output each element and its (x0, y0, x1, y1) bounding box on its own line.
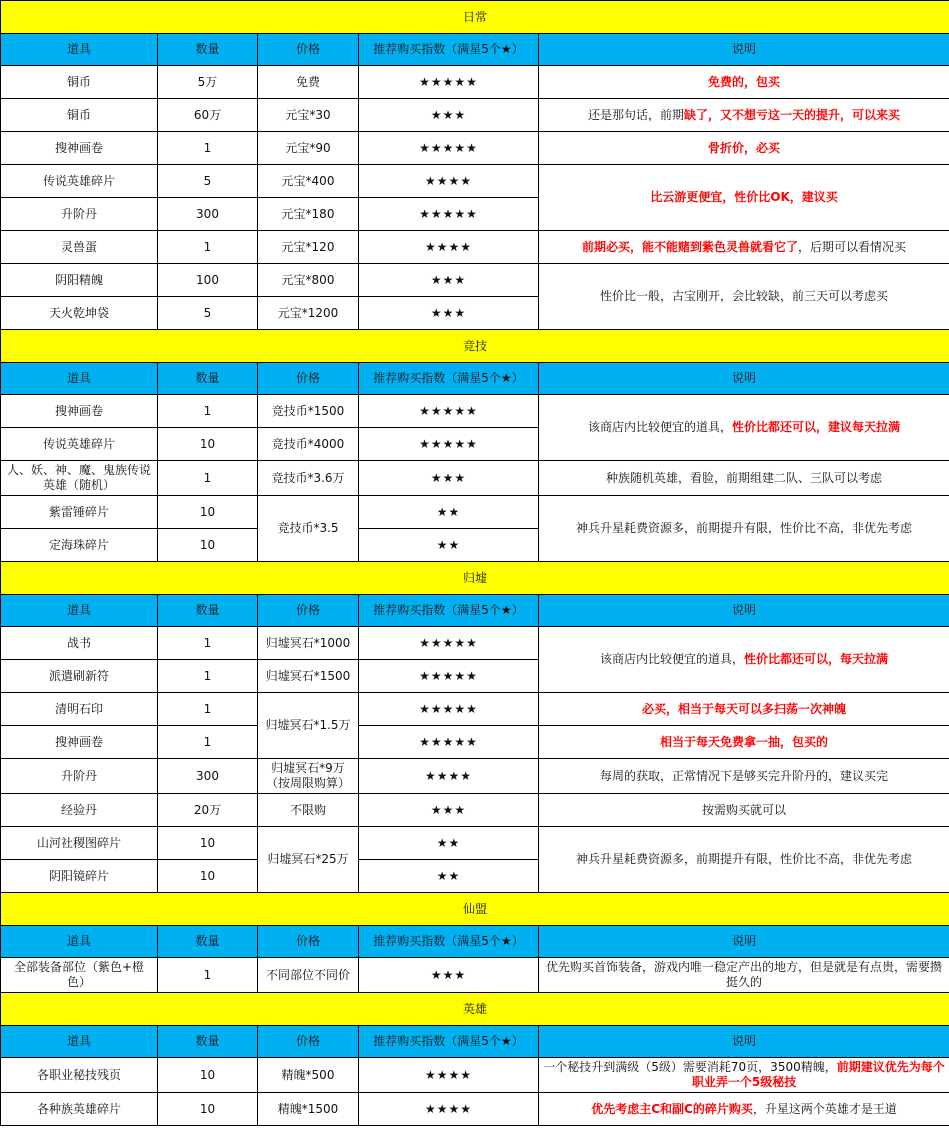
cell-item: 阴阳镜碎片 (1, 860, 158, 893)
cell-item: 定海珠碎片 (1, 529, 158, 562)
note-highlight: 缺了，又不想亏这一天的提升，可以来买 (684, 107, 901, 122)
col-header-qty: 数量 (158, 926, 258, 958)
cell-rating: ★★★★ (359, 231, 539, 264)
cell-rating: ★★★★★ (359, 726, 539, 759)
note-highlight: 前期建议优先为每个职业弄一个5级秘技 (691, 1060, 945, 1089)
note-highlight: 前期必买，能不能赌到紫色灵兽就看它了 (582, 239, 799, 254)
cell-item: 搜神画卷 (1, 132, 158, 165)
cell-qty: 1 (158, 726, 258, 759)
col-header-rating: 推荐购买指数（满星5个★） (359, 1026, 539, 1058)
section-title-ruins: 归墟 (1, 562, 949, 595)
cell-price: 元宝*120 (258, 231, 359, 264)
table-row (1, 395, 949, 428)
cell-item: 铜币 (1, 99, 158, 132)
cell-item: 传说英雄碎片 (1, 165, 158, 198)
table-row (1, 99, 949, 132)
col-header-note: 说明 (539, 926, 949, 958)
section-row-ruins (1, 562, 949, 595)
col-header-price: 价格 (258, 1026, 359, 1058)
table-row (1, 1058, 949, 1093)
col-header-item: 道具 (1, 363, 158, 395)
note-text: ，升星这两个英雄才是王道 (752, 1101, 897, 1116)
cell-rating: ★★★★★ (359, 132, 539, 165)
cell-item: 天火乾坤袋 (1, 297, 158, 330)
section-row-hero (1, 993, 949, 1026)
cell-item: 灵兽蛋 (1, 231, 158, 264)
note-highlight: 骨折价，必买 (708, 140, 781, 155)
cell-price: 元宝*1200 (258, 297, 359, 330)
cell-item: 阴阳精魄 (1, 264, 158, 297)
note-text: 一个秘技升到满级（5级）需要消耗70页，3500精魄， (543, 1060, 837, 1074)
section-title-alliance: 仙盟 (1, 893, 949, 926)
cell-rating: ★★★★★ (359, 660, 539, 693)
section-title-hero: 英雄 (1, 993, 949, 1026)
cell-qty: 10 (158, 496, 258, 529)
cell-item: 派遣刷新符 (1, 660, 158, 693)
col-header-rating: 推荐购买指数（满星5个★） (359, 595, 539, 627)
note-highlight: 性价比都还可以，每天拉满 (744, 652, 889, 666)
cell-price: 不同部位不同价 (258, 958, 359, 993)
cell-qty: 300 (158, 198, 258, 231)
cell-rating: ★★★★★ (359, 428, 539, 461)
cell-item: 搜神画卷 (1, 726, 158, 759)
cell-price: 元宝*400 (258, 165, 359, 198)
header-row (1, 595, 949, 627)
col-header-qty: 数量 (158, 595, 258, 627)
col-header-price: 价格 (258, 926, 359, 958)
note-highlight: 性价比都还可以，建议每天拉满 (732, 420, 901, 434)
col-header-note: 说明 (539, 595, 949, 627)
cell-price: 归墟冥石*25万 (258, 827, 359, 893)
note-text: 该商店内比较便宜的道具， (600, 652, 745, 666)
note-text: 该商店内比较便宜的道具， (588, 420, 733, 434)
cell-price: 元宝*30 (258, 99, 359, 132)
cell-item: 各职业秘技残页 (1, 1058, 158, 1093)
col-header-note: 说明 (539, 34, 949, 66)
table-row (1, 958, 949, 993)
cell-rating: ★★★★ (359, 1058, 539, 1093)
cell-item: 升阶丹 (1, 198, 158, 231)
table-row (1, 132, 949, 165)
section-row-alliance (1, 893, 949, 926)
cell-rating: ★★★ (359, 461, 539, 496)
col-header-item: 道具 (1, 34, 158, 66)
cell-qty: 10 (158, 1058, 258, 1093)
cell-price: 归墟冥石*1000 (258, 627, 359, 660)
table-row (1, 496, 949, 529)
table-row (1, 1093, 949, 1126)
cell-item: 紫雷锤碎片 (1, 496, 158, 529)
cell-qty: 1 (158, 627, 258, 660)
cell-rating: ★★★★★ (359, 693, 539, 726)
cell-qty: 100 (158, 264, 258, 297)
table-row (1, 231, 949, 264)
cell-rating: ★★★★ (359, 759, 539, 794)
cell-note: 神兵升星耗费资源多，前期提升有限，性价比不高，非优先考虑 (539, 827, 949, 893)
col-header-price: 价格 (258, 595, 359, 627)
cell-note (539, 627, 949, 693)
note-highlight: 优先考虑主C和副C的碎片购买 (591, 1101, 753, 1116)
section-row-arena (1, 330, 949, 363)
cell-rating: ★★★ (359, 297, 539, 330)
table-row (1, 627, 949, 660)
table-row (1, 461, 949, 496)
table-row (1, 794, 949, 827)
col-header-rating: 推荐购买指数（满星5个★） (359, 926, 539, 958)
col-header-note: 说明 (539, 363, 949, 395)
cell-note (539, 231, 949, 264)
table-row (1, 827, 949, 860)
cell-rating: ★★★★★ (359, 198, 539, 231)
cell-qty: 1 (158, 461, 258, 496)
cell-rating: ★★★★★ (359, 395, 539, 428)
cell-rating: ★★ (359, 529, 539, 562)
section-row-daily (1, 1, 949, 34)
cell-qty: 10 (158, 860, 258, 893)
note-highlight: 必买，相当于每天可以多扫荡一次神魄 (642, 701, 847, 716)
header-row (1, 363, 949, 395)
cell-rating: ★★★★★ (359, 66, 539, 99)
cell-rating: ★★★ (359, 958, 539, 993)
col-header-item: 道具 (1, 1026, 158, 1058)
cell-note: 按需购买就可以 (539, 794, 949, 827)
cell-rating: ★★★ (359, 264, 539, 297)
cell-note: 每周的获取，正常情况下是够买完升阶丹的，建议买完 (539, 759, 949, 794)
cell-price: 精魄*1500 (258, 1093, 359, 1126)
table-row (1, 66, 949, 99)
cell-price: 元宝*800 (258, 264, 359, 297)
cell-qty: 1 (158, 132, 258, 165)
cell-rating: ★★★ (359, 99, 539, 132)
cell-price: 不限购 (258, 794, 359, 827)
cell-item: 搜神画卷 (1, 395, 158, 428)
cell-note (539, 1058, 949, 1093)
cell-qty: 60万 (158, 99, 258, 132)
cell-rating: ★★★★★ (359, 627, 539, 660)
note-highlight: 比云游更便宜，性价比OK，建议买 (650, 190, 838, 204)
cell-item: 铜币 (1, 66, 158, 99)
cell-note: 神兵升星耗费资源多，前期提升有限，性价比不高，非优先考虑 (539, 496, 949, 562)
cell-item: 传说英雄碎片 (1, 428, 158, 461)
cell-qty: 10 (158, 827, 258, 860)
col-header-qty: 数量 (158, 1026, 258, 1058)
header-row (1, 34, 949, 66)
cell-rating: ★★ (359, 860, 539, 893)
cell-qty: 10 (158, 529, 258, 562)
cell-price: 竞技币*3.6万 (258, 461, 359, 496)
cell-rating: ★★★★ (359, 1093, 539, 1126)
cell-note: 优先购买首饰装备，游戏内唯一稳定产出的地方，但是就是有点贵，需要攒挺久的 (539, 958, 949, 993)
section-title-arena: 竞技 (1, 330, 949, 363)
header-row (1, 926, 949, 958)
cell-rating: ★★★★ (359, 165, 539, 198)
col-header-rating: 推荐购买指数（满星5个★） (359, 34, 539, 66)
cell-qty: 5 (158, 297, 258, 330)
cell-qty: 1 (158, 395, 258, 428)
note-text: 还是那句话，前期 (588, 107, 685, 122)
cell-note (539, 693, 949, 726)
cell-price: 竞技币*1500 (258, 395, 359, 428)
cell-note (539, 99, 949, 132)
cell-price: 竞技币*3.5 (258, 496, 359, 562)
cell-rating: ★★★ (359, 794, 539, 827)
col-header-item: 道具 (1, 926, 158, 958)
cell-qty: 10 (158, 1093, 258, 1126)
col-header-qty: 数量 (158, 363, 258, 395)
table-row (1, 693, 949, 726)
cell-note (539, 132, 949, 165)
table-row (1, 726, 949, 759)
cell-item: 全部装备部位（紫色+橙色） (1, 958, 158, 993)
cell-rating: ★★ (359, 496, 539, 529)
col-header-note: 说明 (539, 1026, 949, 1058)
cell-price: 归墟冥石*1.5万 (258, 693, 359, 759)
note-highlight: 免费的，包买 (708, 74, 781, 89)
cell-qty: 5 (158, 165, 258, 198)
col-header-price: 价格 (258, 34, 359, 66)
cell-qty: 5万 (158, 66, 258, 99)
cell-note (539, 66, 949, 99)
cell-item: 战书 (1, 627, 158, 660)
cell-note: 性价比一般，古宝刚开，会比较缺，前三天可以考虑买 (539, 264, 949, 330)
cell-item: 经验丹 (1, 794, 158, 827)
cell-item: 山河社稷图碎片 (1, 827, 158, 860)
note-text: ，后期可以看情况买 (798, 239, 907, 254)
cell-price: 竞技币*4000 (258, 428, 359, 461)
section-title-daily: 日常 (1, 1, 949, 34)
table-row (1, 759, 949, 794)
cell-note (539, 395, 949, 461)
cell-item: 升阶丹 (1, 759, 158, 794)
cell-item: 各种族英雄碎片 (1, 1093, 158, 1126)
cell-item: 清明石印 (1, 693, 158, 726)
cell-note (539, 726, 949, 759)
cell-price: 免费 (258, 66, 359, 99)
cell-note (539, 1093, 949, 1126)
cell-price: 精魄*500 (258, 1058, 359, 1093)
cell-note (539, 165, 949, 231)
cell-item: 人、妖、神、魔、鬼族传说英雄（随机） (1, 461, 158, 496)
cell-qty: 1 (158, 958, 258, 993)
note-highlight: 相当于每天免费拿一抽，包买的 (660, 734, 829, 749)
cell-qty: 300 (158, 759, 258, 794)
header-row (1, 1026, 949, 1058)
table-row (1, 165, 949, 198)
cell-price: 归墟冥石*1500 (258, 660, 359, 693)
cell-qty: 10 (158, 428, 258, 461)
col-header-rating: 推荐购买指数（满星5个★） (359, 363, 539, 395)
col-header-price: 价格 (258, 363, 359, 395)
cell-qty: 1 (158, 693, 258, 726)
col-header-qty: 数量 (158, 34, 258, 66)
cell-qty: 1 (158, 231, 258, 264)
cell-qty: 20万 (158, 794, 258, 827)
cell-price: 元宝*180 (258, 198, 359, 231)
cell-price: 元宝*90 (258, 132, 359, 165)
cell-price: 归墟冥石*9万（按周限购算） (258, 759, 359, 794)
cell-rating: ★★ (359, 827, 539, 860)
col-header-item: 道具 (1, 595, 158, 627)
cell-note: 种族随机英雄，看脸，前期组建二队、三队可以考虑 (539, 461, 949, 496)
cell-qty: 1 (158, 660, 258, 693)
table-row (1, 264, 949, 297)
